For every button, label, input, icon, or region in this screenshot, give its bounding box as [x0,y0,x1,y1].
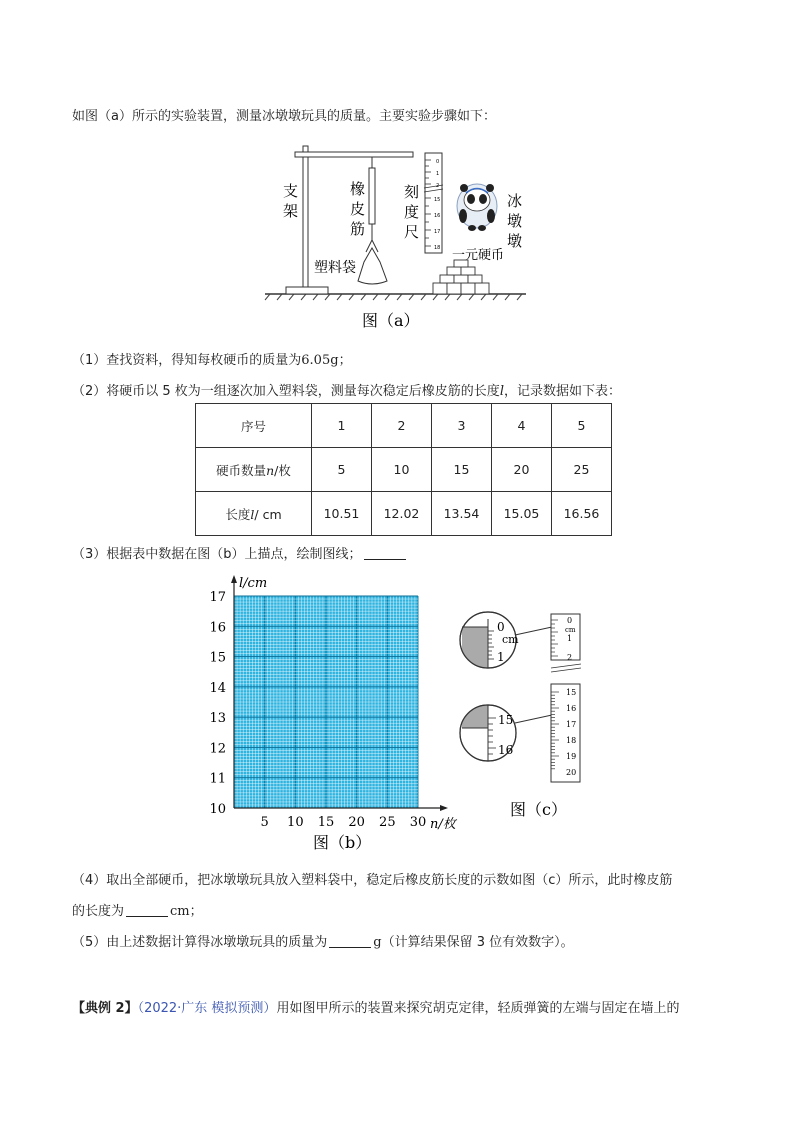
mag-top-tick-0: 0 [497,620,505,634]
table-index-1: 1 [312,404,372,448]
y-tick-label: 10 [209,802,226,817]
table-row [196,448,612,492]
table-cell: 20 [492,448,552,492]
table-index-2: 2 [372,404,432,448]
step-2 [72,380,621,399]
x-axis-arrow [440,805,448,811]
graph-grid [234,596,418,808]
figure-a [0,0,794,340]
ruler-c-top-1: 1 [567,634,573,643]
row2-label-a: 硬币数量 [216,462,267,478]
table-cell: 12.02 [372,492,432,536]
ruler-a-tick-1: 1 [436,171,440,177]
toy-icon [457,184,497,231]
table-header-label: 序号 [196,404,312,448]
coin-mass-value: 6.05 [301,353,331,368]
label-bag: 塑料袋 [314,260,356,276]
ruler-a-tick-15: 15 [434,197,441,203]
x-axis-label: n/枚 [430,817,456,832]
table-index-4: 4 [492,404,552,448]
figure-a-caption: 图（a） [362,311,420,330]
ruler-a-tick-18: 18 [434,245,441,251]
step-4-unit: cm [170,904,190,919]
table-index-5: 5 [552,404,612,448]
ruler-c-17: 17 [566,720,577,729]
ruler-c-19: 19 [566,752,577,761]
step-1-end: ； [338,353,352,368]
label-ruler-1: 刻 [404,183,420,201]
ruler-c-top-cm: cm [565,626,576,634]
coin-mass-unit: g [330,353,339,368]
step-2-var: l [499,384,504,399]
y-tick-label: 16 [209,620,226,636]
example-2 [72,997,679,1016]
ruler-c-18: 18 [566,736,577,745]
figure-b [0,565,794,865]
step-5 [72,931,574,950]
step-1-text: （1）查找资料，得知每枚硬币的质量为 [72,353,302,368]
step-4-end: ； [189,904,203,919]
table-row3-label [196,492,312,536]
figure-c [460,612,581,819]
label-toy-3: 墩 [507,232,523,250]
step-5-text: （5）由上述数据计算得冰墩墩玩具的质量为 [72,935,328,950]
table-row [196,492,612,536]
answer-blank-4[interactable] [126,904,168,917]
ruler-c-top-0: 0 [567,616,573,625]
figure-b-caption: 图（b） [313,833,372,852]
y-tick-label: 15 [209,650,226,666]
x-tick-label: 5 [260,815,269,830]
ruler-a-tick-0: 0 [436,159,440,165]
x-tick-label: 10 [287,815,304,830]
row3-var: l [250,506,255,522]
table-cell: 15.05 [492,492,552,536]
label-toy-2: 墩 [507,212,523,230]
label-rubber-1: 橡 [350,180,366,198]
ruler-c-top-2: 2 [567,653,573,662]
y-tick-label: 14 [209,680,226,696]
step-4-line-1: （4）取出全部硬币，把冰墩墩玩具放入塑料袋中，稳定后橡皮筋长度的示数如图（c）所示，此时橡皮筋 [72,873,673,888]
answer-blank-5[interactable] [329,935,371,948]
table-row [196,404,612,448]
step-3-text: （3）根据表中数据在图（b）上描点，绘制图线； [72,547,362,562]
row3-label-a: 长度 [225,506,251,522]
mag-bottom-tick-16: 16 [498,743,514,757]
y-axis-arrow [231,575,237,583]
ruler-a-tick-16: 16 [434,213,441,219]
label-stand-2: 架 [283,202,299,220]
label-toy-1: 冰 [507,192,523,210]
ruler-a-tick-2: 2 [436,183,440,189]
step-5-end: （计算结果保留 3 位有效数字）。 [381,935,574,950]
table-cell: 5 [312,448,372,492]
step-1 [72,349,352,368]
x-tick-label: 15 [317,815,335,830]
label-ruler-2: 度 [404,203,420,221]
y-tick-label: 12 [209,741,226,757]
label-ruler-3: 尺 [404,223,420,241]
example-2-text: 用如图甲所示的装置来探究胡克定律，轻质弹簧的左端与固定在墙上的 [276,1001,680,1016]
step-3 [72,543,408,562]
table-cell: 10.51 [312,492,372,536]
y-tick-label: 11 [209,771,226,787]
ruler-c-16: 16 [566,704,577,713]
mag-top-tick-1: 1 [497,650,505,664]
row2-label-b: /枚 [274,462,291,478]
label-rubber-3: 筋 [350,220,366,238]
ruler-c-20: 20 [566,768,577,777]
coins-icon [433,260,489,294]
y-tick-label: 13 [209,711,226,727]
label-rubber-2: 皮 [350,200,366,218]
label-coin: 一元硬币 [452,248,505,263]
step-4-line-2 [72,900,203,919]
table-cell: 16.56 [552,492,612,536]
x-tick-label: 30 [409,815,427,830]
row3-label-b: / cm [254,506,282,522]
row2-var: n [266,462,275,478]
table-cell: 15 [432,448,492,492]
figure-c-caption: 图（c） [510,800,567,819]
table-index-3: 3 [432,404,492,448]
ruler-a-tick-17: 17 [434,229,441,235]
y-tick-label: 17 [209,590,226,605]
step-4-text: 的长度为 [72,904,125,919]
step-2-text: （2）将硬币以 5 枚为一组逐次加入塑料袋，测量每次稳定后橡皮筋的长度 [72,384,500,399]
x-tick-label: 25 [379,815,396,830]
ruler-c-15: 15 [566,688,577,697]
y-axis-label: l/cm [239,576,268,591]
mag-top-unit: cm [502,633,519,646]
example-2-source: （2022·广东 模拟预测） [137,1001,277,1016]
example-2-tag: 【典例 2】 [72,1001,138,1016]
data-table [195,403,612,536]
intro-text: 如图（a）所示的实验装置，测量冰墩墩玩具的质量。主要实验步骤如下： [72,109,496,124]
table-cell: 25 [552,448,612,492]
table-cell: 13.54 [432,492,492,536]
mag-bottom-tick-15: 15 [498,713,514,727]
label-stand-1: 支 [283,182,299,200]
table-cell: 10 [372,448,432,492]
step-5-unit: g [373,935,382,950]
step-2-end: ，记录数据如下表： [503,384,621,399]
x-tick-label: 20 [348,815,365,830]
table-row2-label [196,448,312,492]
answer-blank-3[interactable] [364,547,406,560]
